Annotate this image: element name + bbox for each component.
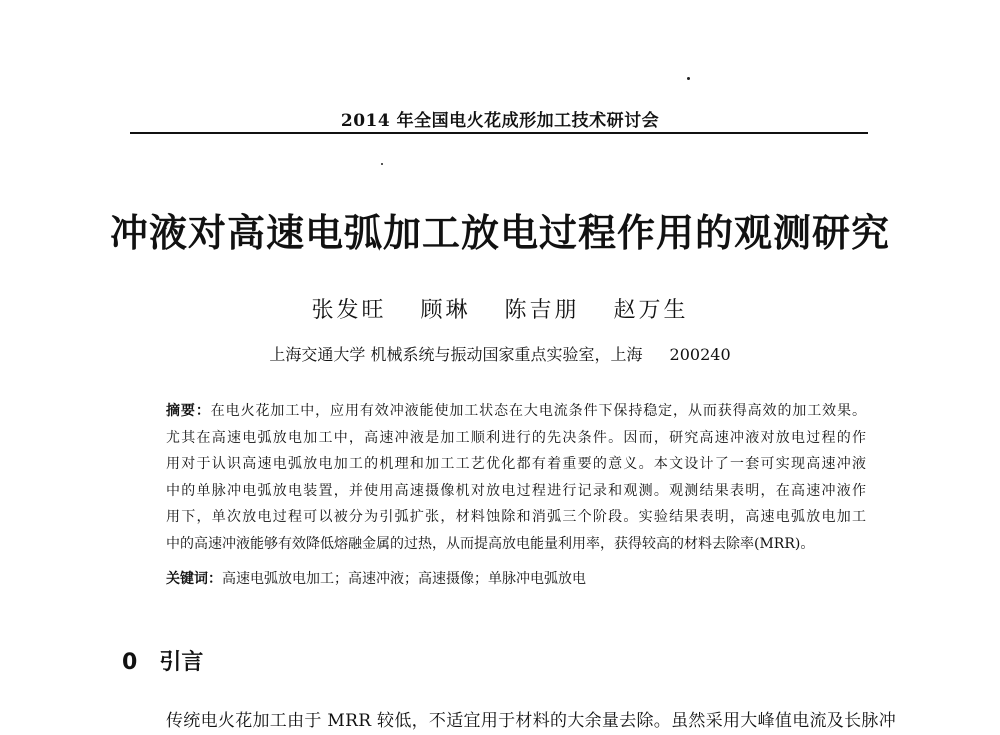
abstract — [166, 398, 866, 557]
author-name: 张发旺 — [311, 298, 387, 323]
affiliation-text: 上海交通大学 机械系统与振动国家重点实验室，上海 — [269, 345, 643, 364]
postal-code: 200240 — [669, 345, 731, 364]
keywords-text: 高速电弧放电加工；高速冲液；高速摄像；单脉冲电弧放电 — [222, 571, 586, 587]
header-divider — [130, 132, 868, 134]
author-list — [0, 293, 1000, 324]
section-number: 0 — [122, 650, 138, 675]
abstract-line: 中的高速冲液能够有效降低熔融金属的过热，从而提高放电能量利用率，获得较高的材料去除率(MRR)。 — [166, 535, 815, 552]
abstract-line: 用下，单次放电过程可以被分为引弧扩张，材料蚀除和消弧三个阶段。实验结果表明，高速电弧放电加工 — [166, 509, 866, 525]
scan-speck — [687, 77, 690, 80]
scan-speck — [381, 163, 383, 165]
body-text-line: 传统电火花加工由于 MRR 较低，不适宜用于材料的大余量去除。虽然采用大峰值电流及长脉冲 — [166, 711, 897, 731]
keywords-label: 关键词： — [166, 571, 222, 587]
abstract-line: 尤其在高速电弧放电加工中，高速冲液是加工顺利进行的先决条件。因而，研究高速冲液对放电过程的作 — [166, 429, 866, 446]
author-name: 赵万生 — [613, 298, 689, 323]
abstract-line-text: 在电火花加工中，应用有效冲液能使加工状态在大电流条件下保持稳定，从而获得高效的加工效果。 — [210, 403, 867, 419]
keywords — [166, 568, 586, 588]
author-name: 顾琳 — [420, 298, 471, 323]
section-title-text: 引言 — [159, 650, 204, 675]
abstract-line: 中的单脉冲电弧放电装置，并使用高速摄像机对放电过程进行记录和观测。观测结果表明，在高速冲液作 — [166, 482, 866, 499]
affiliation — [0, 342, 1000, 365]
section-heading — [122, 645, 203, 676]
paper-title: 冲液对高速电弧加工放电过程作用的观测研究 — [109, 211, 890, 255]
abstract-line — [166, 398, 866, 425]
abstract-label: 摘要： — [166, 403, 211, 419]
author-name: 陈吉朋 — [504, 298, 580, 323]
conference-header: 2014 年全国电火花成形加工技术研讨会 — [340, 111, 660, 131]
abstract-line: 用对于认识高速电弧放电加工的机理和加工工艺优化都有着重要的意义。本文设计了一套可实现高速冲液 — [166, 456, 866, 472]
